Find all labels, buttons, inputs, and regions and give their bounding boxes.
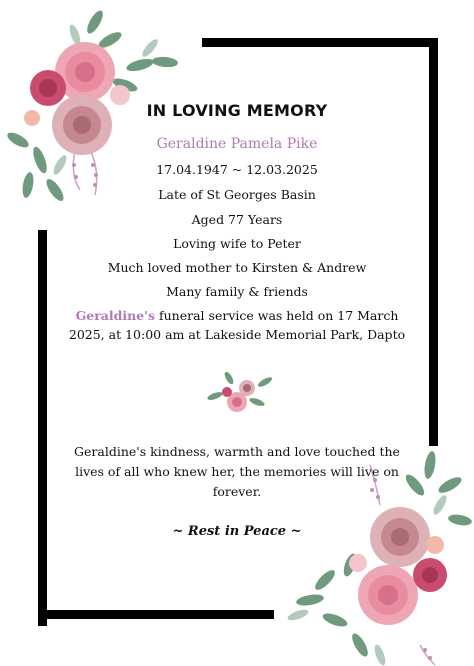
tribute-line-3: forever. [212, 484, 262, 499]
residence-line: Late of St Georges Basin [158, 187, 316, 202]
age-line: Aged 77 Years [191, 212, 283, 227]
frame-bar-bottom [38, 610, 274, 619]
page-title: IN LOVING MEMORY [146, 101, 328, 120]
service-line-1 [60, 306, 414, 325]
service-line-2: 2025, at 10:00 am at Lakeside Memorial Park, Dapto [68, 327, 406, 342]
closing-line: ~ Rest in Peace ~ [172, 524, 302, 539]
tribute-line-2: lives of all who knew her, the memories will live on [75, 464, 399, 479]
deceased-name: Geraldine Pamela Pike [156, 136, 318, 152]
tribute-line-1: Geraldine's kindness, warmth and love touched the [74, 444, 400, 459]
children-line: Much loved mother to Kirsten & Andrew [107, 260, 367, 275]
spouse-line: Loving wife to Peter [173, 236, 301, 251]
service-name: Geraldine's [75, 308, 156, 323]
frame-bar-right [429, 38, 438, 446]
service-text: funeral service was held on 17 March [155, 308, 399, 323]
frame-bar-left [38, 230, 47, 626]
frame-bar-top [202, 38, 438, 47]
life-dates: 17.04.1947 ~ 12.03.2025 [156, 162, 318, 177]
floral-sprig-center-icon [205, 368, 277, 420]
family-line: Many family & friends [166, 284, 308, 299]
